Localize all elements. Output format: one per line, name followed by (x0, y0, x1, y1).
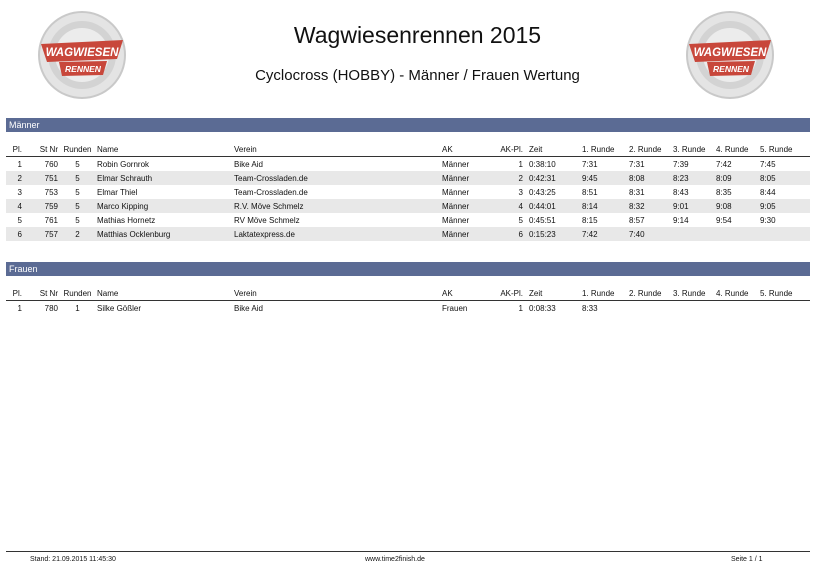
cell-ak: Männer (442, 215, 470, 225)
cell-ak-platz: 5 (518, 215, 523, 225)
cell-runde-2 (629, 301, 673, 316)
cell-runde-2: 8:57 (629, 215, 645, 225)
cell-runden: 5 (58, 199, 97, 213)
col-ak: AK (442, 142, 488, 157)
cell-startnummer: 761 (44, 215, 58, 225)
table-row (6, 185, 810, 199)
section-header-maenner: Männer (6, 118, 810, 132)
cell-zeit: 0:15:23 (529, 227, 582, 241)
cell-ak-platz: 3 (518, 187, 523, 197)
cell-runde-3: 8:23 (673, 171, 716, 185)
cell-name: Elmar Thiel (97, 187, 138, 197)
cell-name: Elmar Schrauth (97, 171, 234, 185)
cell-platz: 3 (17, 187, 22, 197)
cell-runde-4: 7:42 (716, 159, 732, 169)
cell-verein: R.V. Möve Schmelz (234, 199, 442, 213)
cell-platz: 2 (6, 171, 28, 185)
cell-runde-1: 9:45 (582, 171, 629, 185)
cell-startnummer: 753 (44, 187, 58, 197)
col-platz: Pl. (6, 286, 28, 301)
cell-runde-1: 7:42 (582, 227, 629, 241)
cell-platz: 5 (17, 215, 22, 225)
table-row (6, 171, 810, 185)
cell-ak-platz: 6 (488, 227, 529, 241)
cell-runde-4: 9:08 (716, 199, 760, 213)
logo-top-text: WAGWIESEN (693, 47, 767, 59)
cell-runde-5: 8:05 (760, 171, 810, 185)
col-runde-4: 4. Runde (716, 286, 760, 301)
col-runde-3: 3. Runde (673, 142, 716, 157)
cell-ak-platz: 2 (488, 171, 529, 185)
cell-runde-4: 8:09 (716, 171, 760, 185)
cell-runde-2: 8:31 (629, 187, 645, 197)
cell-runden: 5 (75, 159, 80, 169)
footer-divider (6, 551, 810, 552)
cell-startnummer: 751 (28, 171, 58, 185)
cell-runde-1: 8:15 (582, 215, 598, 225)
cell-runde-1: 8:51 (582, 187, 598, 197)
cell-runden: 5 (58, 171, 97, 185)
table-row (6, 227, 810, 241)
col-ak-platz: AK-Pl. (488, 286, 529, 301)
cell-runde-3: 9:14 (673, 215, 689, 225)
col-runde-3: 3. Runde (673, 286, 716, 301)
col-startnummer: St Nr (28, 142, 58, 157)
table-row (6, 213, 810, 227)
results-table-maenner (6, 142, 810, 241)
cell-runde-4 (716, 227, 760, 241)
cell-runde-2: 8:08 (629, 171, 673, 185)
cell-runde-3: 7:39 (673, 159, 689, 169)
cell-zeit: 0:44:01 (529, 199, 582, 213)
cell-name: Robin Gornrok (97, 159, 150, 169)
cell-runden: 1 (75, 303, 80, 313)
logo-bottom-text: RENNEN (713, 64, 749, 74)
cell-runde-3: 8:43 (673, 187, 689, 197)
cell-zeit: 0:38:10 (529, 159, 556, 169)
cell-runde-2: 7:40 (629, 227, 673, 241)
cell-platz: 6 (6, 227, 28, 241)
footer-website: www.time2finish.de (365, 556, 425, 563)
cell-ak-platz: 1 (518, 303, 523, 313)
table-row (6, 199, 810, 213)
cell-name: Marco Kipping (97, 199, 234, 213)
col-runde-4: 4. Runde (716, 142, 760, 157)
page-title: Wagwiesenrennen 2015 (293, 22, 542, 48)
cell-platz: 1 (17, 159, 22, 169)
cell-platz: 1 (17, 303, 22, 313)
col-startnummer: St Nr (28, 286, 58, 301)
cell-startnummer: 760 (44, 159, 58, 169)
cell-ak: Männer (442, 199, 488, 213)
cell-verein: Bike Aid (234, 159, 263, 169)
cell-zeit: 0:45:51 (529, 215, 556, 225)
col-name: Name (97, 142, 234, 157)
cell-runde-4: 8:35 (716, 187, 732, 197)
cell-name: Matthias Ocklenburg (97, 227, 234, 241)
table-row (6, 301, 810, 316)
cell-startnummer: 757 (28, 227, 58, 241)
cell-verein: Team-Crossladen.de (234, 187, 308, 197)
cell-runde-1: 8:14 (582, 199, 629, 213)
cell-runde-3 (673, 301, 716, 316)
cell-ak: Männer (442, 227, 488, 241)
cell-ak: Männer (442, 187, 470, 197)
cell-runde-4: 9:54 (716, 215, 732, 225)
col-runde-1: 1. Runde (582, 142, 629, 157)
cell-verein: Team-Crossladen.de (234, 171, 442, 185)
col-zeit: Zeit (529, 286, 582, 301)
cell-runden: 2 (58, 227, 97, 241)
logo-bottom-text: RENNEN (65, 64, 101, 74)
col-runde-1: 1. Runde (582, 286, 629, 301)
cell-runde-3 (673, 227, 716, 241)
cell-verein: Laktatexpress.de (234, 227, 442, 241)
section-header-frauen: Frauen (6, 262, 810, 276)
cell-verein: RV Möve Schmelz (234, 215, 300, 225)
results-table-frauen (6, 286, 810, 315)
cell-runde-5: 7:45 (760, 159, 776, 169)
cell-runde-4 (716, 301, 760, 316)
col-runde-5: 5. Runde (760, 286, 810, 301)
cell-startnummer: 780 (44, 303, 58, 313)
cell-ak-platz: 4 (488, 199, 529, 213)
cell-runde-5 (760, 227, 810, 241)
col-verein: Verein (234, 142, 442, 157)
cell-runde-2: 8:32 (629, 199, 673, 213)
col-platz: Pl. (6, 142, 28, 157)
col-runde-2: 2. Runde (629, 286, 673, 301)
table-header-row (6, 286, 810, 301)
cell-runden: 5 (75, 215, 80, 225)
table-header-row (6, 142, 810, 157)
col-zeit: Zeit (529, 142, 582, 157)
col-ak-platz: AK-Pl. (488, 142, 529, 157)
cell-runde-2: 7:31 (629, 159, 645, 169)
cell-runden: 5 (75, 187, 80, 197)
col-runde-5: 5. Runde (760, 142, 810, 157)
cell-runde-1: 8:33 (582, 303, 598, 313)
cell-platz: 4 (6, 199, 28, 213)
cell-zeit: 0:42:31 (529, 171, 582, 185)
logo-top-text: WAGWIESEN (45, 47, 119, 59)
col-runden: Runden (58, 142, 97, 157)
cell-verein: Bike Aid (234, 303, 263, 313)
cell-zeit: 0:43:25 (529, 187, 556, 197)
cell-name: Mathias Hornetz (97, 215, 156, 225)
cell-runde-1: 7:31 (582, 159, 598, 169)
page-subtitle: Cyclocross (HOBBY) - Männer / Frauen Wertung (255, 67, 580, 84)
cell-ak-platz: 1 (518, 159, 523, 169)
table-row (6, 157, 810, 172)
cell-name: Silke Gößler (97, 303, 142, 313)
cell-runde-5: 8:44 (760, 187, 776, 197)
cell-runde-5: 9:05 (760, 199, 810, 213)
col-verein: Verein (234, 286, 442, 301)
cell-runde-5: 9:30 (760, 215, 776, 225)
col-runde-2: 2. Runde (629, 142, 673, 157)
col-runden: Runden (58, 286, 97, 301)
cell-runde-3: 9:01 (673, 199, 716, 213)
cell-ak: Männer (442, 171, 488, 185)
footer-page: Seite 1 / 1 (731, 556, 763, 563)
cell-runde-5 (760, 301, 810, 316)
cell-zeit: 0:08:33 (529, 303, 556, 313)
cell-ak: Frauen (442, 303, 468, 313)
footer-stand: Stand: 21.09.2015 11:45:30 (30, 556, 116, 563)
col-name: Name (97, 286, 234, 301)
cell-ak: Männer (442, 159, 470, 169)
col-ak: AK (442, 286, 488, 301)
cell-startnummer: 759 (28, 199, 58, 213)
